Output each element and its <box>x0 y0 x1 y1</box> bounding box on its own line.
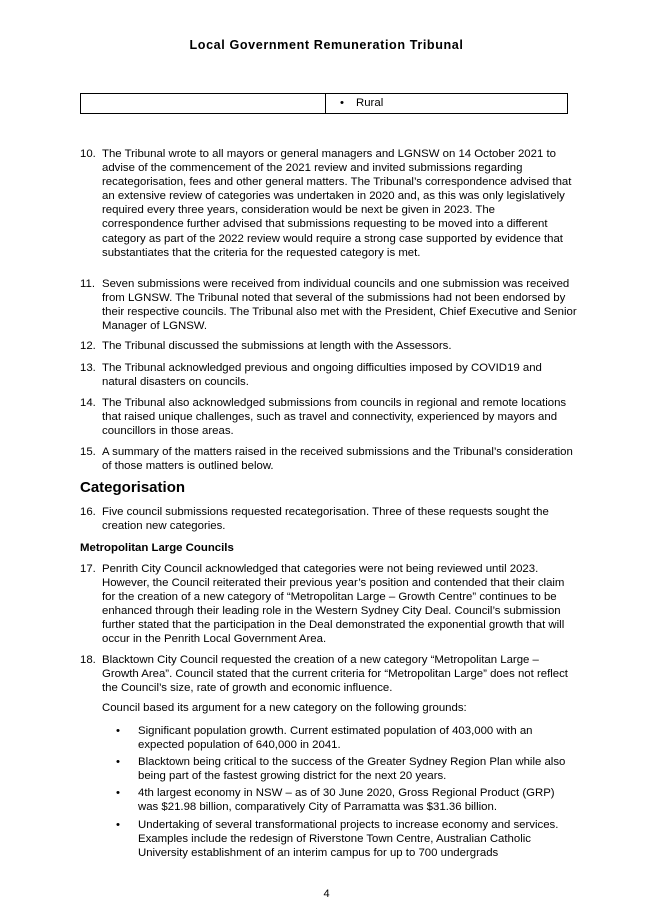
paragraph-18-continuation: Council based its argument for a new category on the following grounds: <box>102 702 467 714</box>
numbered-paragraph-11 <box>80 277 580 333</box>
list-item-text: Undertaking of several transformational projects to increase economy and services. Examples include the redesign of Riverstone Town Centre, Australian Catholic University establishment of an interim campus for up to 700 undergrads <box>138 818 559 859</box>
paragraph-text: Seven submissions were received from individual councils and one submission was received from LGNSW. The Tribunal noted that several of the submissions had not been endorsed by their respective councils. The Tribunal also met with the President, Chief Executive and Senior Manager of LGNSW. <box>102 278 577 333</box>
sub-heading-metropolitan-large: Metropolitan Large Councils <box>80 542 234 554</box>
list-item <box>102 724 577 752</box>
paragraph-number: 11. <box>80 278 95 290</box>
bullet-icon: • <box>116 756 120 769</box>
section-heading-categorisation: Categorisation <box>80 479 186 496</box>
page-number: 4 <box>323 888 330 900</box>
list-item-text: Significant population growth. Current estimated population of 403,000 with an expected population of 640,000 in 2041. <box>138 725 533 752</box>
paragraph-number: 15. <box>80 446 96 458</box>
numbered-paragraph-12 <box>80 339 580 353</box>
numbered-paragraph-14 <box>80 396 580 438</box>
paragraph-number: 14. <box>80 397 96 409</box>
paragraph-number: 16. <box>80 506 96 518</box>
table-cell-rural <box>340 96 383 110</box>
numbered-paragraph-13 <box>80 361 580 389</box>
numbered-paragraph-18 <box>80 653 580 695</box>
paragraph-text: The Tribunal also acknowledged submissions from councils in regional and remote locations that raised unique challenges, such as travel and connectivity, experienced by mayors and councillors in those areas. <box>102 397 567 438</box>
grounds-bullet-list <box>102 724 577 863</box>
list-item <box>102 755 577 783</box>
paragraph-text: The Tribunal acknowledged previous and ongoing difficulties imposed by COVID19 and natural disasters on councils. <box>102 362 542 389</box>
list-item <box>102 818 577 860</box>
paragraph-text: Blacktown City Council requested the creation of a new category “Metropolitan Large – Growth Area”. Council stated that the current criteria for “Metropolitan Large” does not reflect the Council’s size, rate of growth and economic influence. <box>102 654 568 695</box>
paragraph-text: The Tribunal wrote to all mayors or general managers and LGNSW on 14 October 2021 to advise of the commencement of the 2021 review and invited submissions regarding recategorisation, fees and other general matters. The Tribunal’s correspondence advised that an extensive review of categories was undertaken in 2020 and, as this was only legislatively required every three years, consideration would be next be given in 2023. The correspondence further advised that submissions requesting to be moved into a different category as part of the 2022 review would require a strong case supported by evidence that substantiates that the criteria for the requested category is met. <box>102 148 572 259</box>
table-column-divider <box>325 94 326 113</box>
bullet-icon: • <box>340 97 344 109</box>
table-cell-text: Rural <box>356 97 384 109</box>
numbered-paragraph-15 <box>80 445 580 473</box>
category-table-row <box>80 93 568 114</box>
paragraph-text: Five council submissions requested recategorisation. Three of these requests sought the creation new categories. <box>102 506 549 533</box>
numbered-paragraph-16 <box>80 505 580 533</box>
paragraph-number: 13. <box>80 362 96 374</box>
bullet-icon: • <box>116 725 120 737</box>
numbered-paragraph-17 <box>80 562 580 647</box>
list-item <box>102 786 577 814</box>
page-header-title: Local Government Remuneration Tribunal <box>189 38 464 52</box>
paragraph-number: 10. <box>80 148 96 160</box>
paragraph-text: The Tribunal discussed the submissions at length with the Assessors. <box>102 340 452 352</box>
numbered-paragraph-10 <box>80 147 580 260</box>
list-item-text: Blacktown being critical to the success of the Greater Sydney Region Plan while also being part of the fastest growing district for the next 20 years. <box>138 756 566 783</box>
bullet-icon: • <box>116 818 120 831</box>
paragraph-number: 18. <box>80 654 96 666</box>
paragraph-number: 12. <box>80 340 96 352</box>
paragraph-number: 17. <box>80 563 96 575</box>
paragraph-text: A summary of the matters raised in the received submissions and the Tribunal’s consideration of those matters is outlined below. <box>102 446 573 473</box>
list-item-text: 4th largest economy in NSW – as of 30 June 2020, Gross Regional Product (GRP) was $21.98 billion, comparatively City of Parramatta was $31.36 billion. <box>138 787 555 814</box>
bullet-icon: • <box>116 787 120 800</box>
paragraph-text: Penrith City Council acknowledged that categories were not being reviewed until 2023. However, the Council reiterated their previous year’s position and contended that their claim for the creation of a new category of “Metropolitan Large – Growth Centre” continues to be enhanced through their leading role in the Western Sydney City Deal. Council’s submission further stated that the participation in the Deal demonstrated the exponential growth that will occur in the Penrith Local Government Area. <box>102 563 565 646</box>
